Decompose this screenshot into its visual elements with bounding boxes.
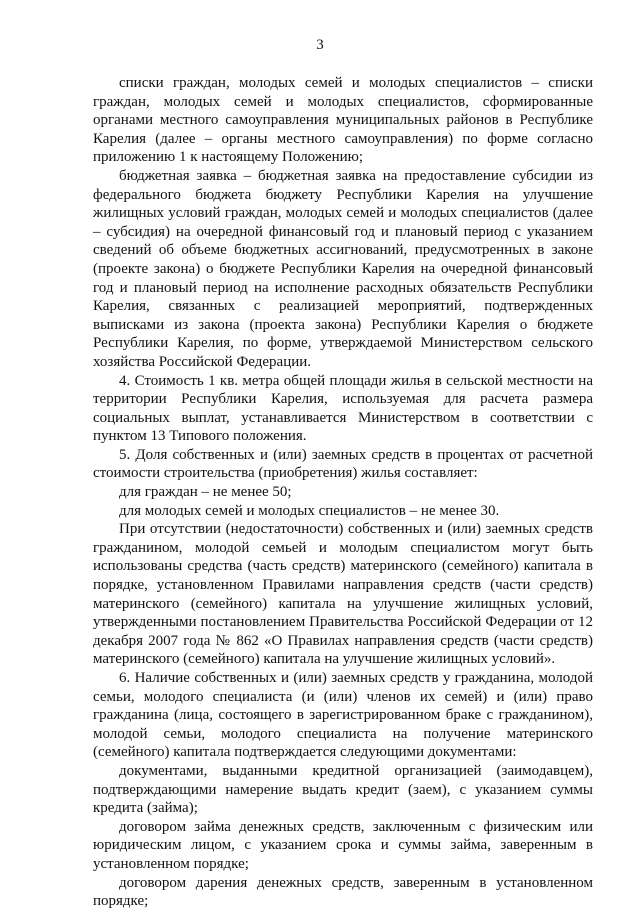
paragraph-loan-agreement: договором займа денежных средств, заключенным с физическим или юридическим лицом, с указанием срока и суммы займа, заверенным в установленном порядке; bbox=[93, 818, 593, 872]
paragraph-credit-documents: документами, выданными кредитной организацией (заимодавцем), подтверждающими намерение выдать кредит (заем), с указанием суммы кредита (займа); bbox=[93, 762, 593, 817]
document-body bbox=[93, 74, 593, 911]
paragraph-gift-agreement: договором дарения денежных средств, заверенным в установленном порядке; bbox=[93, 874, 593, 910]
paragraph-budget-request: бюджетная заявка – бюджетная заявка на предоставление субсидии из федерального бюджета бюджету Республики Карелия на улучшение жилищных условий граждан, молодых семей и молодых специалистов (далее – субсидия) на очередной финансовый год и плановый период с указанием сведений об объеме бюджетных ассигнований, предусмотренных в законе (проекте закона) о бюджете Республики Карелия на очередной финансовый год и плановый период на исполнение расходных обязательств Республики Карелия, связанных с реализацией мероприятий, подтвержденных выписками из закона (проекта закона) Республики Карелия о бюджете Республики Карелия, по форме, утверждаемой Министерством сельского хозяйства Российской Федерации. bbox=[93, 167, 593, 370]
page-number: 3 bbox=[316, 37, 324, 53]
paragraph-maternity-capital: При отсутствии (недостаточности) собственных и (или) заемных средств гражданином, молодой семьей и молодым специалистом могут быть использованы средства (часть средств) материнского (семейного) капитала в порядке, установленном Правилами направления средств (части средств) материнского (семейного) капитала на улучшение жилищных условий, утвержденными постановлением Правительства Российской Федерации от 12 декабря 2007 года № 862 «О Правилах направления средств (части средств) материнского (семейного) капитала на улучшение жилищных условий». bbox=[93, 521, 593, 668]
paragraph-item-5: 5. Доля собственных и (или) заемных средств в процентах от расчетной стоимости строительства (приобретения) жилья составляет: bbox=[93, 446, 593, 482]
paragraph-item-6: 6. Наличие собственных и (или) заемных средств у гражданина, молодой семьи, молодого специалиста (и (или) членов их семей) и (или) право гражданина (лица, состоящего в зарегистрированном браке с гражданином), молодой семьи, молодого специалиста на получение материнского (семейного) капитала подтверждается следующими документами: bbox=[93, 670, 593, 761]
paragraph-citizen-lists: списки граждан, молодых семей и молодых специалистов – списки граждан, молодых семей и молодых специалистов, сформированные органами местного самоуправления муниципальных районов в Республике Карелия (далее – органы местного самоуправления) по форме согласно приложению 1 к настоящему Положению; bbox=[93, 75, 593, 166]
paragraph-citizens-share: для граждан – не менее 50; bbox=[119, 484, 292, 501]
paragraph-item-4: 4. Стоимость 1 кв. метра общей площади жилья в сельской местности на территории Республики Карелия, используемая для расчета размера социальных выплат, устанавливается Министерством в соответствии с пунктом 13 Типового положения. bbox=[93, 372, 593, 445]
paragraph-young-share: для молодых семей и молодых специалистов – не менее 30. bbox=[119, 502, 500, 519]
